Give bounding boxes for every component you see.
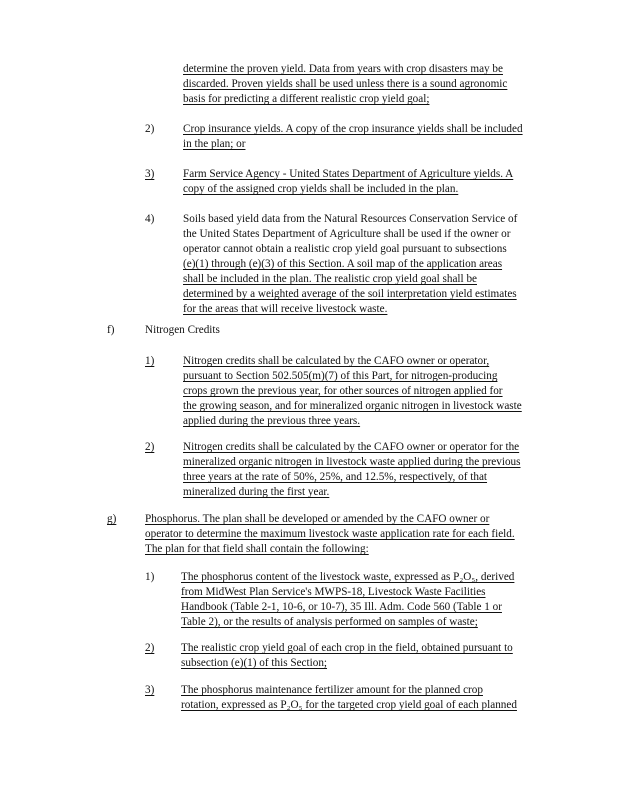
intro-line: basis for predicting a different realistic crop yield goal;	[183, 93, 430, 105]
item-number: 1)	[145, 571, 155, 583]
item-line: in the plan; or	[183, 138, 246, 150]
item-line: (e)(1) through (e)(3) of this Section. A soil map of the application areas	[183, 258, 503, 270]
section-line: operator to determine the maximum livestock waste application rate for each field.	[145, 528, 515, 540]
item-line: applied during the previous three years.	[183, 415, 361, 427]
item-line: mineralized during the first year.	[183, 486, 330, 498]
item-line: the United States Department of Agriculture shall be used if the owner or	[183, 228, 511, 240]
item-line: The phosphorus content of the livestock waste, expressed as P₂O₅, derived	[181, 571, 515, 583]
item-line: Crop insurance yields. A copy of the crop insurance yields shall be included	[183, 123, 523, 135]
item-number: 4)	[145, 213, 155, 225]
item-line: pursuant to Section 502.505(m)(7) of this Part, for nitrogen-producing	[183, 370, 498, 382]
item-number: 3)	[145, 684, 155, 696]
intro-line: determine the proven yield. Data from years with crop disasters may be	[183, 63, 503, 75]
item-line: Nitrogen credits shall be calculated by the CAFO owner or operator,	[183, 355, 490, 367]
item-line: crops grown the previous year, for other sources of nitrogen applied for	[183, 385, 503, 397]
item-number: 2)	[145, 642, 155, 654]
item-line: three years at the rate of 50%, 25%, and 12.5%, respectively, of that	[183, 471, 488, 483]
item-line: The phosphorus maintenance fertilizer amount for the planned crop	[181, 684, 483, 696]
item-number: 2)	[145, 123, 155, 135]
item-line: determined by a weighted average of the soil interpretation yield estimates	[183, 288, 517, 300]
item-line: shall be included in the plan. The realistic crop yield goal shall be	[183, 273, 477, 285]
item-line: operator cannot obtain a realistic crop yield goal pursuant to subsections	[183, 243, 507, 255]
item-line: Handbook (Table 2-1, 10-6, or 10-7), 35 Ill. Adm. Code 560 (Table 1 or	[181, 601, 502, 613]
section-letter: f)	[107, 324, 115, 336]
section-line: The plan for that field shall contain the following:	[145, 543, 369, 555]
item-line: Farm Service Agency - United States Department of Agriculture yields. A	[183, 168, 514, 180]
item-line: rotation, expressed as P₂O₅ for the targeted crop yield goal of each planned	[181, 699, 517, 711]
item-line: the growing season, and for mineralized organic nitrogen in livestock waste	[183, 400, 522, 412]
item-line: The realistic crop yield goal of each crop in the field, obtained pursuant to	[181, 642, 513, 654]
section-heading: Nitrogen Credits	[145, 324, 220, 336]
item-line: copy of the assigned crop yields shall be included in the plan.	[183, 183, 459, 195]
item-line: mineralized organic nitrogen in livestock waste applied during the previous	[183, 456, 521, 468]
section-letter: g)	[107, 513, 117, 525]
intro-line: discarded. Proven yields shall be used unless there is a sound agronomic	[183, 78, 508, 90]
section-line: Phosphorus. The plan shall be developed or amended by the CAFO owner or	[145, 513, 490, 525]
item-line: Nitrogen credits shall be calculated by the CAFO owner or operator for the	[183, 441, 520, 453]
item-line: subsection (e)(1) of this Section;	[181, 657, 328, 669]
item-number: 1)	[145, 355, 155, 367]
item-line: Table 2), or the results of analysis performed on samples of waste;	[181, 616, 478, 628]
item-line: Soils based yield data from the Natural Resources Conservation Service of	[183, 213, 518, 225]
item-number: 3)	[145, 168, 155, 180]
item-line: from MidWest Plan Service's MWPS-18, Livestock Waste Facilities	[181, 586, 486, 598]
item-number: 2)	[145, 441, 155, 453]
item-line: for the areas that will receive livestock waste.	[183, 303, 388, 315]
